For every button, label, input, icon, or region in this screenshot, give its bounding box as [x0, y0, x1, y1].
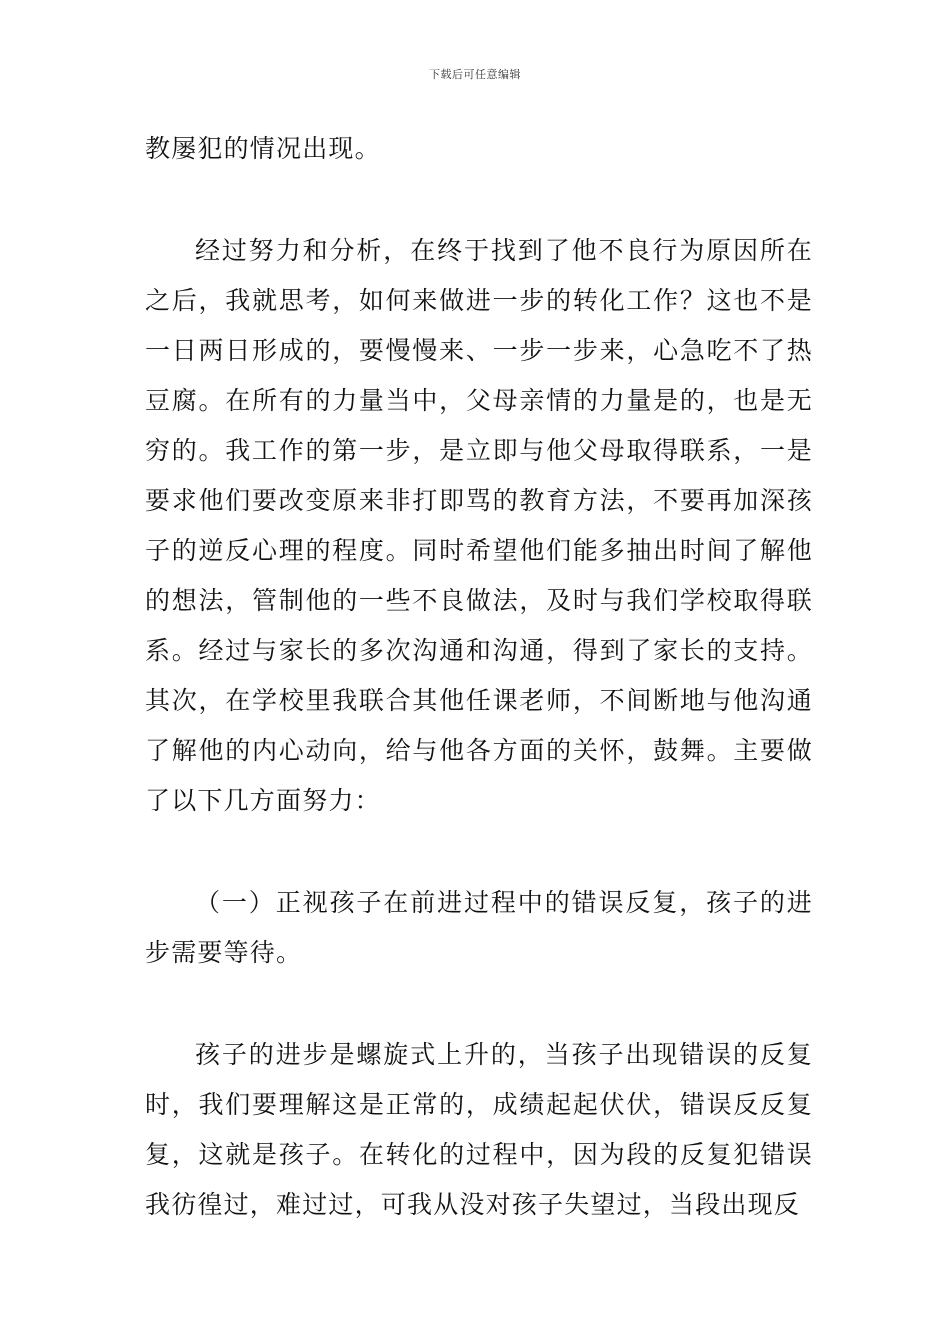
paragraph-gap — [145, 826, 813, 878]
document-body — [145, 124, 813, 1230]
paragraph-section-1: 孩子的进步是螺旋式上升的，当孩子出现错误的反复时，我们要理解这是正常的，成绩起起伏伏，错误反反复复，这就是孩子。在转化的过程中，因为段的反复犯错误我彷徨过，难过过，可我从没对孩子失望过，当段出现反 — [145, 1040, 813, 1219]
paragraph-continuation: 教屡犯的情况出现。 — [145, 134, 381, 163]
paragraph-gap — [145, 978, 813, 1030]
paragraph-main: 经过努力和分析，在终于找到了他不良行为原因所在之后，我就思考，如何来做进一步的转化工作？这也不是一日两日形成的，要慢慢来、一步一步来，心急吃不了热豆腐。在所有的力量当中，父母亲情的力量是的，也是无穷的。我工作的第一步，是立即与他父母取得联系，一是要求他们要改变原来非打即骂的教育方法，不要再加深孩子的逆反心理的程度。同时希望他们能多抽出时间了解他的想法，管制他的一些不良做法，及时与我们学校取得联系。经过与家长的多次沟通和沟通，得到了家长的支持。其次，在学校里我联合其他任课老师，不间断地与他沟通了解他的内心动向，给与他各方面的关怀，鼓舞。主要做了以下几方面努力： — [145, 236, 813, 815]
page-header-note: 下载后可任意编辑 — [429, 68, 521, 81]
section-heading-1: （一）正视孩子在前进过程中的错误反复，孩子的进步需要等待。 — [145, 888, 813, 967]
paragraph-gap — [145, 174, 813, 226]
